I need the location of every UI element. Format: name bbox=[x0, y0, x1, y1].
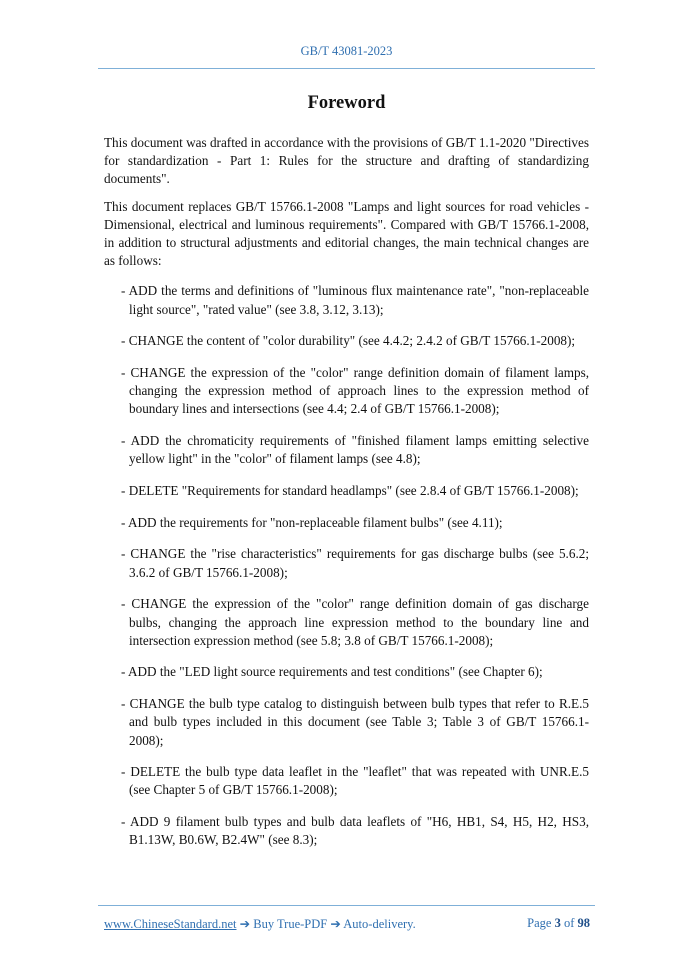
paragraph-drafting-basis: This document was drafted in accordance with the provisions of GB/T 1.1-2020 "Directives for standardization - Part 1: Rules for the structure and drafting of standardizing documents". bbox=[104, 135, 589, 187]
changes-list bbox=[104, 282, 589, 849]
page-of: of bbox=[563, 916, 575, 930]
page-label: Page bbox=[527, 916, 552, 930]
list-item: - DELETE "Requirements for standard headlamps" (see 2.8.4 of GB/T 15766.1-2008); bbox=[121, 483, 579, 499]
page-current: 3 bbox=[554, 916, 561, 930]
delivery-text: Auto-delivery. bbox=[343, 917, 416, 931]
paragraph-replacement: This document replaces GB/T 15766.1-2008 "Lamps and light sources for road vehicles - Dimensional, electrical and luminous requirements". Compared with GB/T 15766.1-2008, in addition to structural adjustments and editorial changes, the main technical changes are as follows: bbox=[104, 198, 589, 269]
site-link[interactable]: www.ChineseStandard.net bbox=[104, 917, 237, 931]
list-item: - CHANGE the content of "color durability" (see 4.4.2; 2.4.2 of GB/T 15766.1-2008); bbox=[121, 333, 576, 349]
list-item: - ADD the requirements for "non-replaceable filament bulbs" (see 4.11); bbox=[121, 514, 503, 530]
arrow-right-icon: ➔ bbox=[239, 917, 251, 931]
list-item: - ADD the chromaticity requirements of "finished filament lamps emitting selective yellow light" in the "color" of filament lamps (see 4.8); bbox=[121, 433, 589, 467]
arrow-right-icon: ➔ bbox=[330, 917, 341, 931]
buy-pdf-link[interactable]: Buy True-PDF bbox=[253, 917, 328, 931]
document-body bbox=[104, 134, 589, 863]
list-item: - CHANGE the expression of the "color" range definition domain of filament lamps, changing the expression method of approach lines to the expression method of boundary lines and intersections (see 4.4; 2.4 of GB/T 15766.1-2008); bbox=[121, 365, 589, 417]
list-item: - ADD 9 filament bulb types and bulb data leaflets of "H6, HB1, S4, H5, H2, HS3, B1.13W, B0.6W, B2.4W" (see 8.3); bbox=[121, 814, 589, 848]
list-item: - ADD the "LED light source requirements and test conditions" (see Chapter 6); bbox=[121, 664, 543, 680]
page-header: GB/T 43081-2023 bbox=[300, 44, 393, 58]
footer-divider bbox=[98, 905, 595, 906]
footer-promo bbox=[104, 916, 416, 932]
page-title: Foreword bbox=[307, 93, 386, 113]
list-item: - DELETE the bulb type data leaflet in the "leaflet" that was repeated with UNR.E.5 (see Chapter 5 of GB/T 15766.1-2008); bbox=[121, 764, 589, 798]
list-item: - CHANGE the bulb type catalog to distinguish between bulb types that refer to R.E.5 and bulb types included in this document (see Table 3; Table 3 of GB/T 15766.1-2008); bbox=[121, 696, 589, 748]
page-number bbox=[527, 916, 590, 931]
list-item: - CHANGE the expression of the "color" range definition domain of gas discharge bulbs, changing the approach line expression method to the boundary line and intersection expression method (see 5.8; 3.8 of GB/T 15766.1-2008); bbox=[121, 596, 589, 648]
page-total: 98 bbox=[577, 916, 590, 930]
list-item: - CHANGE the "rise characteristics" requirements for gas discharge bulbs (see 5.6.2; 3.6.2 of GB/T 15766.1-2008); bbox=[121, 546, 589, 580]
list-item: - ADD the terms and definitions of "luminous flux maintenance rate", "non-replaceable light source", "rated value" (see 3.8, 3.12, 3.13); bbox=[121, 283, 589, 317]
header-divider bbox=[98, 68, 595, 69]
